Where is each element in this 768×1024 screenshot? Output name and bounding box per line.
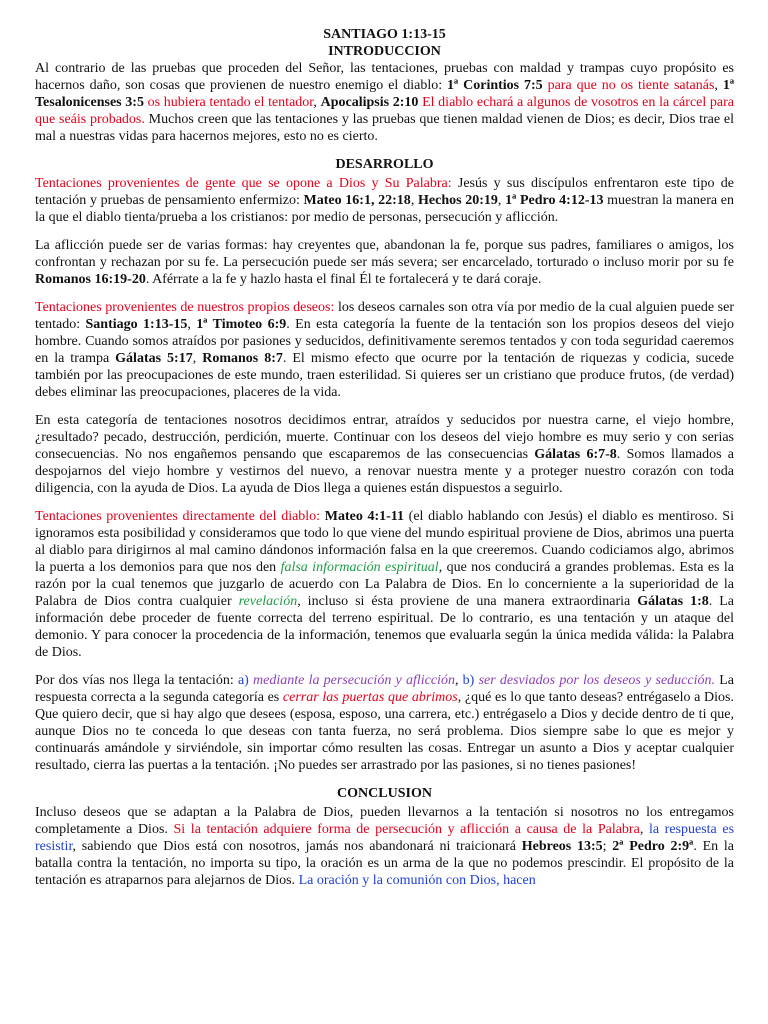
text-run: Tentaciones provenientes de nuestros propios deseos: bbox=[35, 300, 335, 315]
text-run: para que no os tiente satanás bbox=[542, 78, 715, 93]
text-run: revelación bbox=[238, 594, 298, 609]
text-run: Al contrario de las pruebas que proceden del Señor, las tentaciones, pruebas con maldad y trampas cuyo propósito es hacernos daño, son cosas que provienen de nuestro enemigo el diablo: bbox=[35, 61, 734, 93]
paragraph-afliccion bbox=[35, 237, 734, 288]
scripture-reference: Mateo 16:1, 22:18 bbox=[303, 193, 411, 208]
text-run: , bbox=[454, 673, 463, 688]
scripture-reference: 1ª Pedro 4:12-13 bbox=[505, 193, 604, 208]
text-run: , bbox=[192, 351, 203, 366]
text-run: , incluso si ésta proviene de una manera extraordinaria bbox=[297, 594, 638, 609]
text-run: a) bbox=[237, 673, 254, 688]
document-title: SANTIAGO 1:13-15 bbox=[323, 27, 446, 42]
text-run: (el diablo hablando con Jesús) el diablo es mentiroso. Si ignoramos esta posibilidad y consideramos que todo lo que viene del mundo espiritual proviene de Dios, abrimos una puerta al diablo para dirigirnos al mal camino dándonos información falsa en la que creeremos. Cuando codiciamos algo, abrimos la puerta a los demonios para que nos den bbox=[35, 509, 734, 575]
scripture-reference: Romanos 16:19-20 bbox=[35, 272, 146, 287]
text-run: La oración y la comunión con Dios, hacen bbox=[298, 873, 536, 888]
text-run: los deseos carnales son otra vía por medio de la cual alguien puede ser tentado: bbox=[35, 300, 734, 332]
scripture-reference: Santiago 1:13-15 bbox=[85, 317, 188, 332]
text-run: , bbox=[313, 95, 321, 110]
scripture-reference: Hechos 20:19 bbox=[418, 193, 498, 208]
text-run: mediante la persecución y aflicción bbox=[253, 673, 455, 688]
text-run: Por dos vías nos llega la tentación: bbox=[35, 673, 238, 688]
text-run: falsa información espiritual bbox=[280, 560, 439, 575]
text-run: La respuesta correcta a la segunda categoría es bbox=[35, 673, 734, 705]
text-run: , ¿qué es lo que tanto deseas? entrégaselo a Dios. Que quiero decir, que si hay algo que desees (esposa, esposo, una carrera, etc.) entrégaselo a Dios y decide dentro de ti que, aunque Dios no te conceda lo que deseas con tanta fuerza, no será problema. Dios siempre sabe lo que es mejor y continuarás amándole y sirviéndole, sin importar cómo resulten las cosas. Entregar un asunto a Dios y aceptar cualquier resultado, cierra las puertas a la tentación. ¡No puedes ser arrastrado por las pasiones, si no tienes pasiones! bbox=[35, 690, 734, 773]
text-run: Tentaciones provenientes de gente que se opone a Dios y Su Palabra: bbox=[35, 176, 452, 191]
paragraph-conclusion bbox=[35, 804, 734, 889]
paragraph-directamente-diablo bbox=[35, 508, 734, 661]
scripture-reference: Gálatas 6:7-8 bbox=[534, 447, 617, 462]
text-run: , bbox=[497, 193, 506, 208]
scripture-reference: Hebreos 13:5 bbox=[521, 839, 603, 854]
scripture-reference: 2ª Pedro 2:9ª bbox=[612, 839, 694, 854]
text-run: . En la batalla contra la tentación, no importa su tipo, la oración es un arma de la que no podemos prescindir. El propósito de la tentación es atraparnos para alejarnos de Dios. bbox=[35, 839, 734, 888]
text-run: . El mismo efecto que ocurre por la tentación de riquezas y codicia, sucede también por las preocupaciones de este mundo, traen esterilidad. Si quieres ser un cristiano que produce frutos, (de verdad) debes eliminar las preocupaciones, placeres de la vida. bbox=[35, 351, 734, 400]
text-run: , bbox=[410, 193, 418, 208]
section-heading-desarrollo: DESARROLLO bbox=[335, 157, 434, 172]
text-run: Incluso deseos que se adaptan a la Palabra de Dios, pueden llevarnos a la tentación si nosotros no los entregamos completamente a Dios. bbox=[35, 805, 734, 837]
scripture-reference: Gálatas 5:17 bbox=[115, 351, 193, 366]
text-run: , sabiendo que Dios está con nosotros, jamás nos abandonará ni traicionará bbox=[72, 839, 522, 854]
text-run: os hubiera tentado el tentador bbox=[143, 95, 314, 110]
text-run: En esta categoría de tentaciones nosotros decidimos entrar, atraídos y seducidos por nuestra carne, el viejo hombre, ¿resultado? pecado, destrucción, perdición, muerte. Continuar con los deseos del viejo hombre es muy serio y con serias consecuencias. No nos engañemos pensando que escaparemos de las consecuencias bbox=[35, 413, 734, 462]
text-run: , bbox=[639, 822, 649, 837]
text-run: , bbox=[714, 78, 723, 93]
paragraph-intro bbox=[35, 60, 734, 145]
scripture-reference: 1ª Corintios 7:5 bbox=[447, 78, 543, 93]
section-heading-introduccion: INTRODUCCION bbox=[328, 44, 441, 59]
paragraph-categoria-tentaciones bbox=[35, 412, 734, 497]
scripture-reference: Gálatas 1:8 bbox=[637, 594, 709, 609]
text-run: El diablo echará a algunos de vosotros en la cárcel para que seáis probados. bbox=[35, 95, 735, 127]
text-run: b) bbox=[462, 673, 479, 688]
text-run: cerrar las puertas que abrimos bbox=[282, 690, 458, 705]
text-run: ; bbox=[602, 839, 613, 854]
text-run: Si la tentación adquiere forma de persecución y aflicción a causa de la Palabra bbox=[173, 822, 640, 837]
scripture-reference: Apocalipsis 2:10 bbox=[320, 95, 419, 110]
scripture-reference: 1ª Timoteo 6:9 bbox=[196, 317, 287, 332]
scripture-reference: 1ª Tesalonicenses 3:5 bbox=[35, 78, 735, 110]
paragraph-dos-vias bbox=[35, 672, 734, 774]
scripture-reference: Mateo 4:1-11 bbox=[324, 509, 405, 524]
text-run: , que nos conducirá a grandes problemas. Esta es la razón por la cual tenemos que juzgarlo de acuerdo con La Palabra de Dios. En lo concerniente a la superioridad de la Palabra de Dios contra cualquier bbox=[35, 560, 734, 609]
section-heading-conclusion: CONCLUSION bbox=[337, 786, 432, 801]
paragraph-gente-oposicion bbox=[35, 175, 734, 226]
text-run: . La información debe proceder de fuente correcta del terreno espiritual. De lo contrario, es una tentación y un ataque del demonio. Y para conocer la procedencia de la información, tenemos que evaluarla según la única medida válida: la Palabra de Dios. bbox=[35, 594, 734, 660]
text-run: . En esta categoría la fuente de la tentación son los propios deseos del viejo hombre. Cuando somos atraídos por pasiones y seducidos, definitivamente seremos tentados y con toda seguridad caeremos en la trampa bbox=[35, 317, 734, 366]
scripture-reference: Romanos 8:7 bbox=[202, 351, 283, 366]
text-run: Jesús y sus discípulos enfrentaron este tipo de tentación y pruebas de pensamiento enfermizo: bbox=[35, 176, 734, 208]
paragraph-propios-deseos bbox=[35, 299, 734, 401]
text-run: Tentaciones provenientes directamente del diablo: bbox=[35, 509, 321, 524]
text-run: ser desviados por los deseos y seducción. bbox=[478, 673, 715, 688]
text-run: muestran la manera en la que el diablo tienta/prueba a los cristianos: por medio de personas, persecución y aflicción. bbox=[35, 193, 735, 225]
text-run: la respuesta es resistir bbox=[35, 822, 735, 854]
text-run: La aflicción puede ser de varias formas: hay creyentes que, abandonan la fe, porque sus padres, familiares o amigos, los confrontan y rechazan por su fe. La persecución puede ser más severa; ser encarcelado, torturado o incluso morir por su fe bbox=[35, 238, 734, 270]
text-run: . Aférrate a la fe y hazlo hasta el final Él te fortalecerá y te dará coraje. bbox=[145, 272, 542, 287]
text-run: Muchos creen que las tentaciones y las pruebas que tienen maldad vienen de Dios; es decir, Dios trae el mal a nuestras vidas para hacernos mejores, esto no es cierto. bbox=[35, 112, 734, 144]
text-run: , bbox=[187, 317, 197, 332]
text-run: . Somos llamados a despojarnos del viejo hombre y vestirnos del nuevo, a renovar nuestra mente y a proteger nuestro corazón con toda diligencia, con la ayuda de Dios. La ayuda de Dios llega a quienes están dispuestos a seguirlo. bbox=[35, 447, 734, 496]
